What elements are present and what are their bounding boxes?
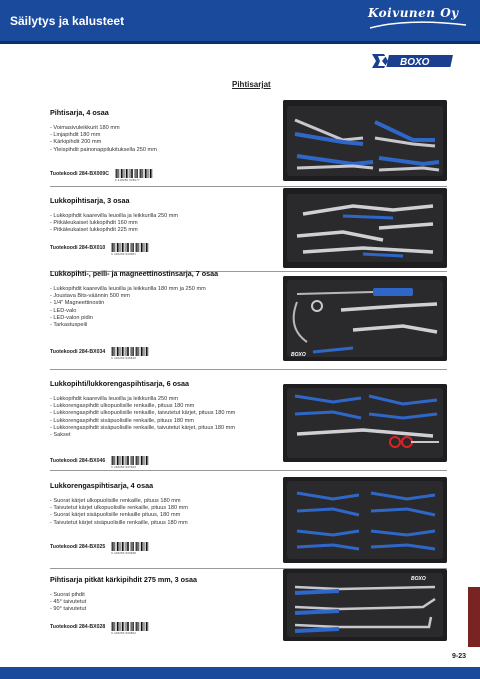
list-item: - Suorat kärjet ulkopuolisille renkaille, pituus 180 mm [50, 498, 181, 504]
product-items [50, 498, 278, 527]
tray-brand-label: BOXO [411, 576, 426, 582]
barcode-icon [111, 243, 149, 252]
product-items [50, 286, 278, 329]
barcode [115, 169, 153, 181]
page-heading: Pihtisarjat [232, 80, 271, 89]
chapter-side-tab [468, 587, 480, 647]
barcode-icon [115, 169, 153, 178]
logo-swoosh-icon [368, 20, 468, 30]
list-item: - Pitkäleukaiset lukkopihdit 225 mm [50, 227, 138, 234]
list-item: - Taivutetut kärjet sisäpuolisille renkaille, pituus 180 mm [50, 519, 188, 526]
page-number: 9-23 [451, 653, 466, 660]
barcode-icon [111, 456, 149, 465]
product-code-row [50, 456, 149, 468]
product-items [50, 396, 278, 439]
barcode-number: 6 418250 933698 [111, 551, 137, 555]
product-title: Pihtisarja pitkät kärkipihdit 275 mm, 3 osaa [50, 575, 198, 584]
product-pihtisarja-pitkat-3 [50, 575, 278, 635]
tool-tray-image [283, 100, 447, 181]
product-code: Tuotekoodi 284-BX009C [50, 171, 109, 177]
long-nose-pliers-tray-illustration [283, 569, 447, 641]
list-item: - Voimasivuleikkurit 180 mm [50, 125, 120, 131]
barcode [111, 622, 149, 634]
list-item: - 45° taivutetut [50, 599, 87, 606]
list-item: - Lukkorengaspihdit ulkopuolisille renkaille, pituus 180 mm [50, 403, 195, 410]
divider [50, 186, 447, 187]
barcode [111, 243, 149, 255]
product-code-row [50, 169, 153, 181]
tool-tray-image [283, 569, 447, 641]
tool-tray-image [283, 188, 447, 268]
boxo-logo-icon [370, 50, 458, 72]
barcode-icon [111, 622, 149, 631]
brand-logo-text: BOXO [400, 57, 430, 68]
list-item: - Sakset [50, 432, 71, 439]
tray-brand-label: BOXO [291, 352, 306, 358]
barcode [111, 347, 149, 359]
barcode [111, 542, 149, 554]
mirror-magnet-tray-illustration [283, 276, 447, 361]
divider [50, 470, 447, 471]
tool-tray-image [283, 477, 447, 563]
barcode-number: 6 418250 933802 [111, 631, 137, 635]
tool-tray-image [283, 384, 447, 462]
list-item: - Suorat kärjet sisäpuolisille renkaille pituus, 180 mm [50, 512, 181, 519]
list-item: - Yleispihdit painonappilukituksella 250 mm [50, 146, 157, 153]
list-item: - Lukkopihdit kaarevilla leuoilla ja leikkurilla 180 mm ja 250 mm [50, 286, 206, 292]
product-title: Lukkopihti/lukkorengaspihtisarja, 6 osaa [50, 379, 189, 388]
product-title: Pihtisarja, 4 osaa [50, 108, 109, 117]
product-code-row [50, 622, 149, 634]
footer-bar [0, 667, 480, 679]
list-item: - Tarkastuspeili [50, 322, 88, 329]
list-item: - Joustava Bits-väännin 500 mm [50, 293, 130, 300]
barcode-icon [111, 347, 149, 356]
section-title: Säilytys ja kalusteet [10, 14, 125, 28]
product-code: Tuotekoodi 284-BX028 [50, 624, 106, 630]
product-items [50, 213, 278, 235]
barcode-number: 6 418250 936277 [115, 178, 140, 182]
product-code-row [50, 243, 149, 255]
list-item: - LED-valon pidin [50, 314, 93, 321]
product-pihtisarja-4 [50, 108, 278, 182]
list-item: - Kärkipihdit 200 mm [50, 139, 102, 146]
product-lukkopihtisarja-3 [50, 196, 278, 256]
header-bar [0, 0, 480, 44]
product-title: Lukkopihtisarja, 3 osaa [50, 196, 130, 205]
list-item: - Lukkopihdit kaarevilla leuoilla ja leikkurilla 250 mm [50, 213, 179, 219]
list-item: - Lukkopihdit kaarevilla leuoilla ja leikkurilla 250 mm [50, 396, 179, 402]
list-item: - Linjapihdit 180 mm [50, 132, 101, 139]
product-code-row [50, 347, 149, 359]
list-item: - Lukkorengaspihdit sisäpuolisille renkaille, taivutetut kärjet, pituus 180 mm [50, 424, 235, 431]
product-title: Lukkorengaspihtisarja, 4 osaa [50, 481, 154, 490]
divider [50, 369, 447, 370]
product-code: Tuotekoodi 284-BX025 [50, 544, 106, 550]
product-code: Tuotekoodi 284-BX010 [50, 245, 106, 251]
product-lukkorengaspihtisarja-4 [50, 481, 278, 555]
product-code-row [50, 542, 149, 554]
list-item: - LED-valo [50, 307, 77, 314]
product-code: Tuotekoodi 284-BX046 [50, 458, 106, 464]
barcode-number: 6 418250 936819 [111, 356, 137, 360]
barcode-icon [111, 542, 149, 551]
list-item: - Suorat pihdit [50, 592, 85, 598]
product-items [50, 125, 278, 154]
barcode-number: 6 418250 933681 [111, 252, 137, 256]
circlip-pliers-tray-illustration [283, 384, 447, 462]
barcode [111, 456, 149, 468]
barcode-number: 6 418250 937663 [111, 465, 137, 469]
circlip-set-tray-illustration [283, 477, 447, 563]
company-logo-text: Koivunen Oy [368, 6, 459, 20]
list-item: - Lukkorengaspihdit ulkopuolisille renkaille, taivutetut kärjet, pituus 180 mm [50, 410, 236, 417]
product-lukkopihti-peili-7 [50, 269, 278, 360]
product-title: Lukkopihti-, peili- ja magneettinostinsarja, 7 osaa [50, 269, 219, 278]
list-item: - 90° taivutetut [50, 606, 87, 613]
brand-logo [370, 50, 458, 72]
pliers-tray-illustration [283, 100, 447, 181]
tool-tray-image [283, 276, 447, 361]
company-logo [368, 6, 468, 30]
list-item: - 1/4" Magneettinostin [50, 300, 105, 307]
product-items [50, 592, 278, 614]
list-item: - Pitkäleukaiset lukkopihdit 160 mm [50, 220, 138, 227]
product-lukkorengas-6 [50, 379, 278, 469]
product-code: Tuotekoodi 284-BX034 [50, 349, 106, 355]
list-item: - Lukkorengaspihdit sisäpuolisille renkaille, pituus 180 mm [50, 417, 194, 424]
list-item: - Taivutetut kärjet ulkopuolisille renkaille, pituus 180 mm [50, 505, 188, 512]
locking-pliers-tray-illustration [283, 188, 447, 268]
